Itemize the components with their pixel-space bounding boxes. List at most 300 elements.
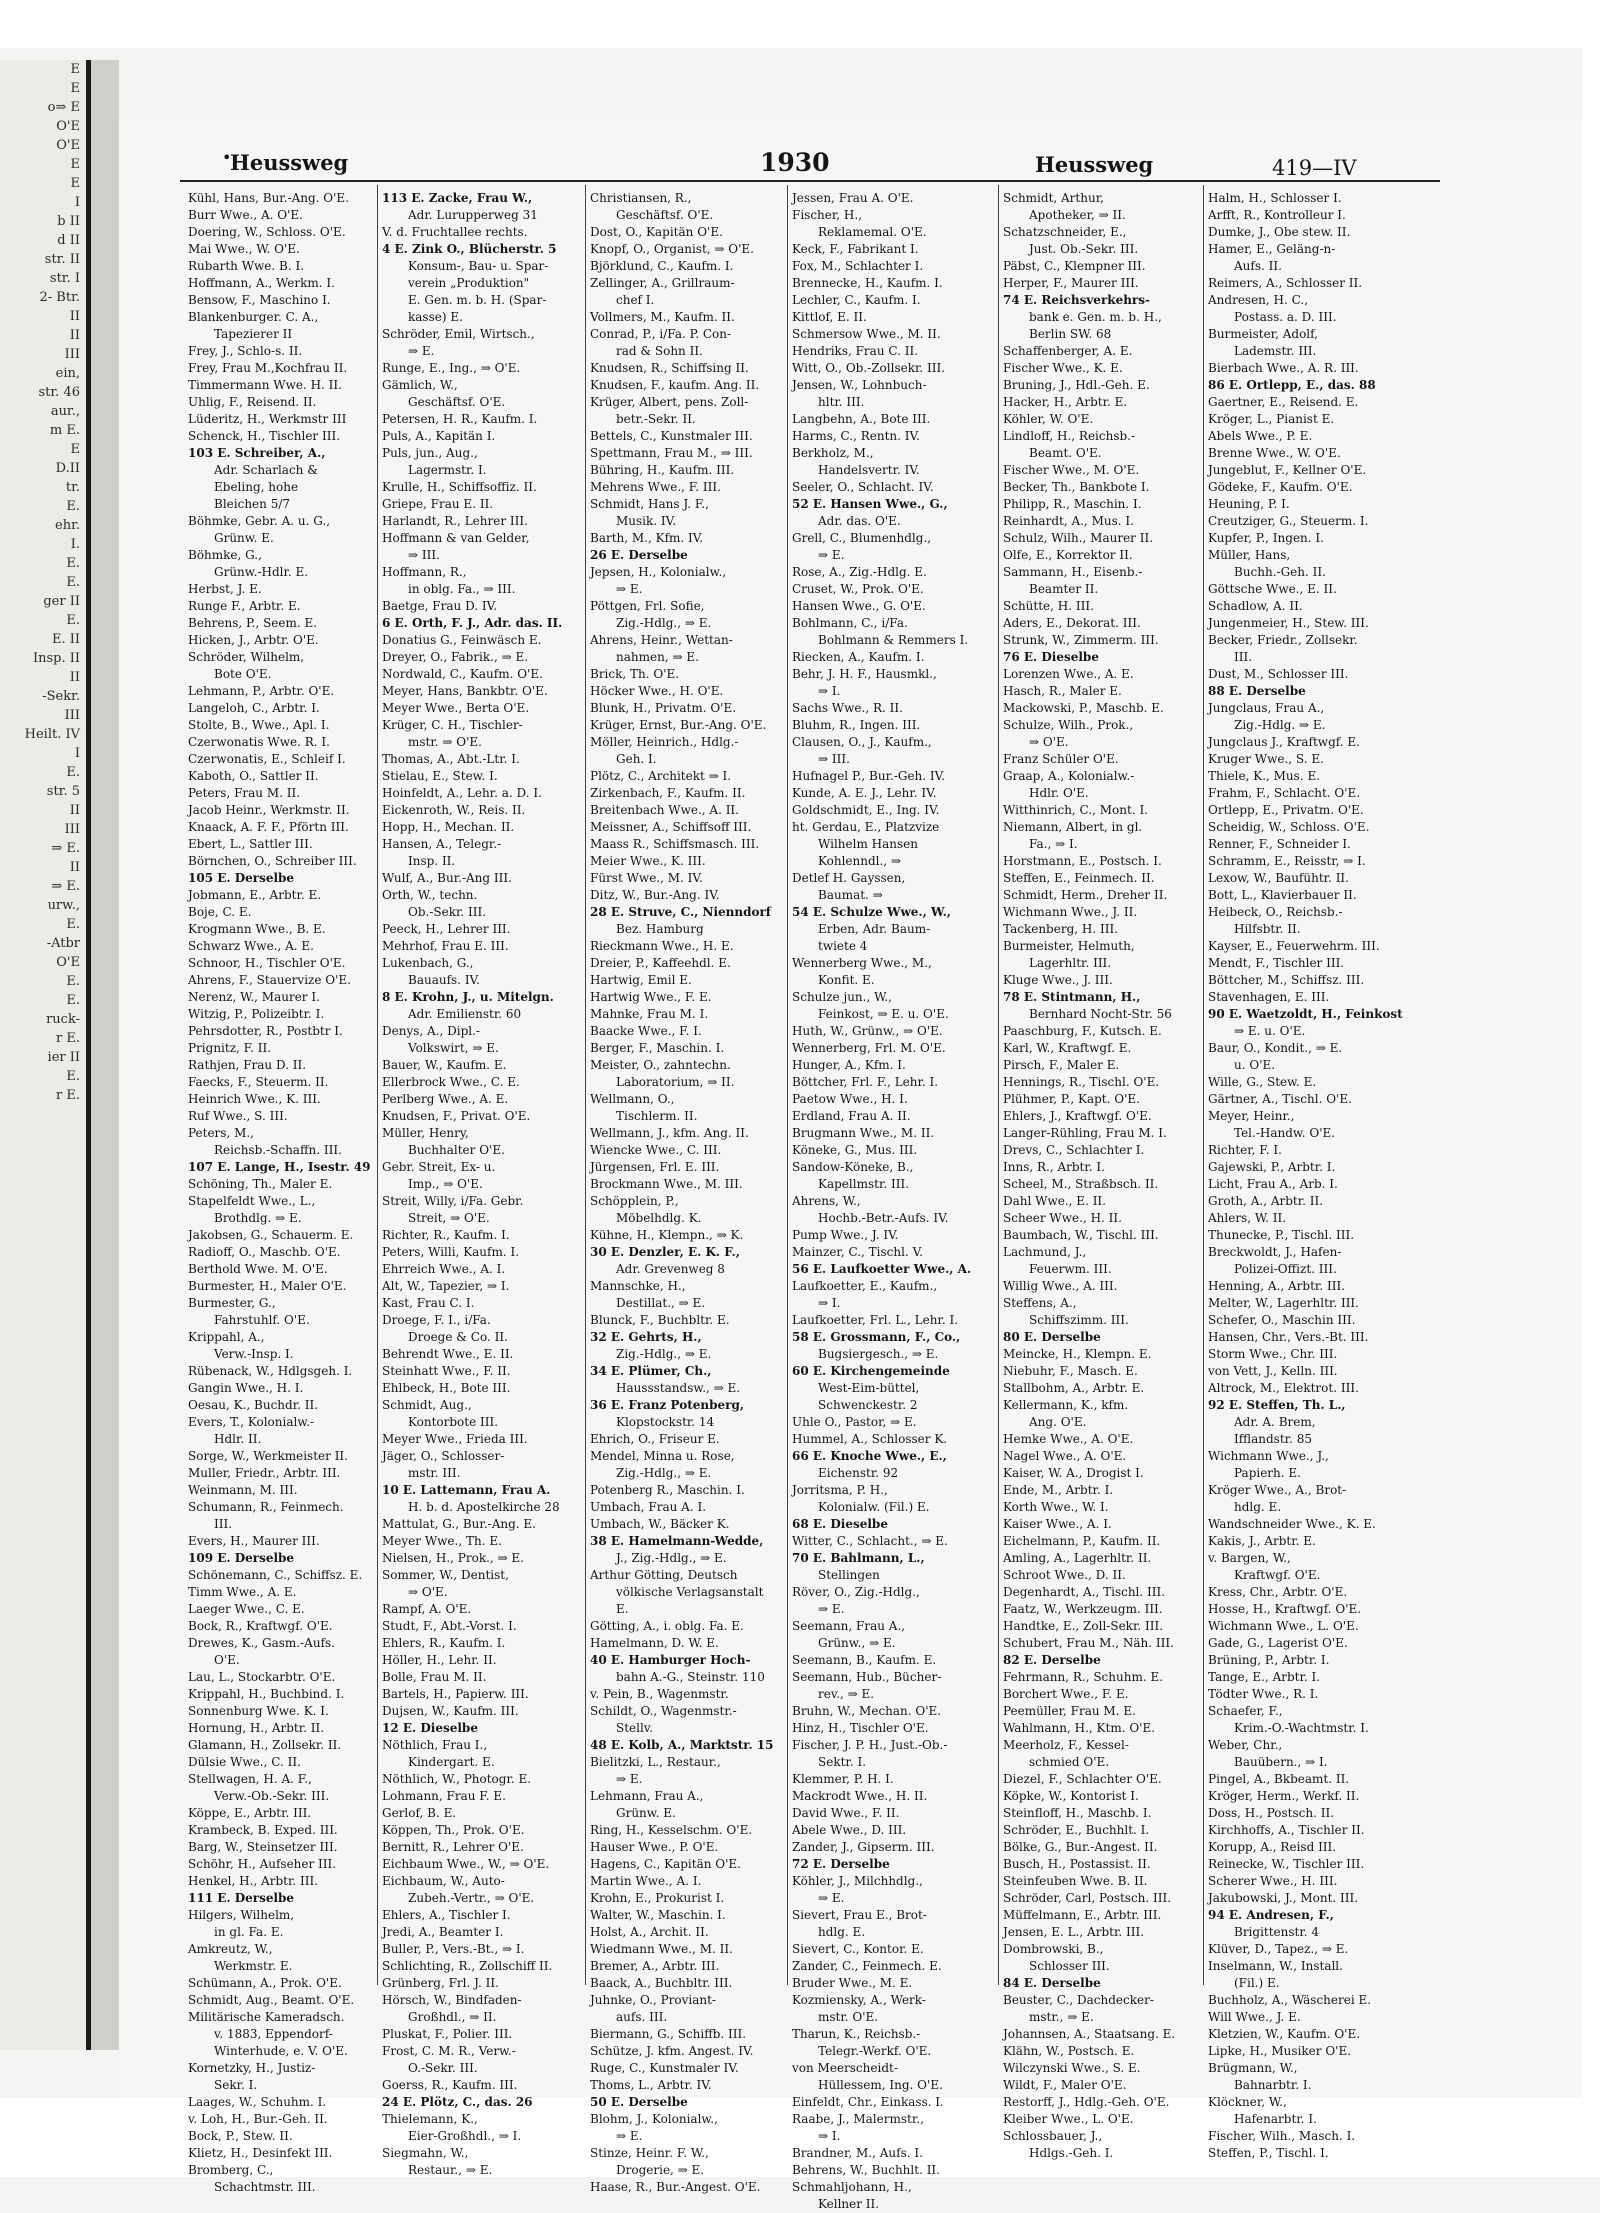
resident-entry: Schroot Wwe., D. II. bbox=[1003, 1568, 1126, 1582]
resident-entry: Hartwig, Emil E. bbox=[590, 973, 692, 987]
resident-entry: Witt, O., Ob.-Zollsekr. III. bbox=[792, 361, 946, 375]
resident-entry: Ehrreich Wwe., A. I. bbox=[382, 1262, 506, 1276]
resident-entry: Herper, F., Maurer III. bbox=[1003, 276, 1139, 290]
resident-entry: Stellingen bbox=[818, 1568, 880, 1582]
resident-entry: Knudsen, F., kaufm. Ang. II. bbox=[590, 378, 760, 392]
resident-entry: Ende, M., Arbtr. I. bbox=[1003, 1483, 1114, 1497]
resident-entry: Klüver, D., Tapez., ⇒ E. bbox=[1208, 1942, 1349, 1956]
resident-entry: Ditz, W., Bur.-Ang. IV. bbox=[590, 888, 720, 902]
resident-entry: Dahl Wwe., E. II. bbox=[1003, 1194, 1106, 1208]
resident-entry: Studt, F., Abt.-Vorst. I. bbox=[382, 1619, 517, 1633]
resident-entry: Runge, E., Ing., ⇒ O'E. bbox=[382, 361, 521, 375]
prev-page-fragment: E. bbox=[66, 993, 80, 1008]
resident-entry: Herbst, J. E. bbox=[188, 582, 262, 596]
prev-page-fragment: tr. bbox=[65, 480, 80, 495]
resident-entry: ht. Gerdau, E., Platzvize bbox=[792, 820, 940, 834]
resident-entry: Aufs. II. bbox=[1234, 259, 1282, 273]
resident-entry: Ebeling, hohe bbox=[214, 480, 299, 494]
resident-entry: ⇒ I. bbox=[818, 1296, 841, 1310]
resident-entry: Wellmann, J., kfm. Ang. II. bbox=[590, 1126, 749, 1140]
resident-entry: Kletzien, W., Kaufm. O'E. bbox=[1208, 2027, 1361, 2041]
resident-entry: Boje, C. E. bbox=[188, 905, 252, 919]
house-number-entry: 8 E. Krohn, J., u. Mitelgn. bbox=[382, 990, 554, 1004]
resident-entry: Zander, C., Feinmech. E. bbox=[792, 1959, 942, 1973]
resident-entry: Zig.-Hdlg., ⇒ E. bbox=[616, 1466, 712, 1480]
prev-page-fragment: d II bbox=[57, 233, 80, 248]
prev-page-fragment: O'E bbox=[56, 955, 80, 970]
resident-entry: Huth, W., Grünw., ⇒ O'E. bbox=[792, 1024, 943, 1038]
resident-entry: Dujsen, W., Kaufm. III. bbox=[382, 1704, 519, 1718]
resident-entry: Schenck, H., Tischler III. bbox=[188, 429, 341, 443]
resident-entry: Konsum-, Bau- u. Spar- bbox=[408, 259, 549, 273]
resident-entry: Meincke, H., Klempn. E. bbox=[1003, 1347, 1152, 1361]
resident-entry: Arfft, R., Kontrolleur I. bbox=[1208, 208, 1346, 222]
prev-page-fragment: E bbox=[70, 442, 80, 457]
prev-page-fragment: r E. bbox=[56, 1088, 80, 1103]
resident-entry: Paaschburg, F., Kutsch. E. bbox=[1003, 1024, 1162, 1038]
prev-page-fragment: ⇒ E. bbox=[51, 879, 80, 894]
resident-entry: Hdlr. II. bbox=[214, 1432, 262, 1446]
resident-entry: Goerss, R., Kaufm. III. bbox=[382, 2078, 518, 2092]
resident-entry: Restaur., ⇒ E. bbox=[408, 2163, 493, 2177]
resident-entry: Kolonialw. (Fil.) E. bbox=[818, 1500, 930, 1514]
resident-entry: Klietz, H., Desinfekt III. bbox=[188, 2146, 333, 2160]
resident-entry: Nöthlich, W., Photogr. E. bbox=[382, 1772, 532, 1786]
resident-entry: Gärtner, A., Tischl. O'E. bbox=[1208, 1092, 1352, 1106]
resident-entry: Ring, H., Kesselschm. O'E. bbox=[590, 1823, 753, 1837]
resident-entry: Droege, F. I., i/Fa. bbox=[382, 1313, 491, 1327]
resident-entry: Schramm, E., Reisstr, ⇒ I. bbox=[1208, 854, 1366, 868]
resident-entry: III. bbox=[1234, 650, 1253, 664]
resident-entry: Schulze jun., W., bbox=[792, 990, 892, 1004]
resident-entry: Meissner, A., Schiffsoff III. bbox=[590, 820, 752, 834]
resident-entry: Steffen, E., Feinmech. II. bbox=[1003, 871, 1155, 885]
resident-entry: Rose, A., Zig.-Hdlg. E. bbox=[792, 565, 927, 579]
resident-entry: Meyer Wwe., Frieda III. bbox=[382, 1432, 528, 1446]
resident-entry: Haussstandsw., ⇒ E. bbox=[616, 1381, 741, 1395]
resident-entry: Kornetzky, H., Justiz- bbox=[188, 2061, 316, 2075]
resident-entry: Blunk, H., Privatm. O'E. bbox=[590, 701, 737, 715]
house-number-entry: 84 E. Derselbe bbox=[1003, 1976, 1101, 1990]
resident-entry: Kellner II. bbox=[818, 2197, 880, 2211]
house-number-entry: 88 E. Derselbe bbox=[1208, 684, 1306, 698]
resident-entry: Schwarz Wwe., A. E. bbox=[188, 939, 314, 953]
resident-entry: Klöckner, W., bbox=[1208, 2095, 1287, 2109]
resident-entry: Henning, A., Arbtr. III. bbox=[1208, 1279, 1345, 1293]
prev-page-fragment: E. bbox=[66, 917, 80, 932]
house-number-entry: 78 E. Stintmann, H., bbox=[1003, 990, 1141, 1004]
resident-entry: Schmidt, Herm., Dreher II. bbox=[1003, 888, 1168, 902]
resident-entry: Bolle, Frau M. II. bbox=[382, 1670, 487, 1684]
resident-entry: Kellermann, K., kfm. bbox=[1003, 1398, 1129, 1412]
resident-entry: Böhmke, G., bbox=[188, 548, 262, 562]
resident-entry: Knaack, A. F. F., Pförtn III. bbox=[188, 820, 349, 834]
resident-entry: Borchert Wwe., F. E. bbox=[1003, 1687, 1129, 1701]
resident-entry: Handtke, E., Zoll-Sekr. III. bbox=[1003, 1619, 1164, 1633]
resident-entry: Lechler, C., Kaufm. I. bbox=[792, 293, 921, 307]
prev-page-fragment: ehr. bbox=[55, 518, 80, 533]
prev-page-fragment: ier II bbox=[47, 1050, 80, 1065]
resident-entry: Ehlers, J., Kraftwgf. O'E. bbox=[1003, 1109, 1152, 1123]
resident-entry: Sandow-Köneke, B., bbox=[792, 1160, 914, 1174]
header-rule bbox=[180, 180, 1440, 182]
resident-entry: Inselmann, W., Install. bbox=[1208, 1959, 1343, 1973]
resident-entry: Brennecke, H., Kaufm. I. bbox=[792, 276, 943, 290]
resident-entry: Wilhelm Hansen bbox=[818, 837, 918, 851]
resident-entry: Bohlmann & Remmers I. bbox=[818, 633, 969, 647]
resident-entry: Ang. O'E. bbox=[1029, 1415, 1087, 1429]
resident-entry: Hacker, H., Arbtr. E. bbox=[1003, 395, 1128, 409]
resident-entry: Eickenroth, W., Reis. II. bbox=[382, 803, 526, 817]
resident-entry: Hosse, H., Kraftwgf. O'E. bbox=[1208, 1602, 1362, 1616]
resident-entry: Burmeister, Helmuth, bbox=[1003, 939, 1135, 953]
resident-entry: Laufkoetter, Frl. L., Lehr. I. bbox=[792, 1313, 959, 1327]
resident-entry: Mackowski, P., Maschb. E. bbox=[1003, 701, 1164, 715]
resident-entry: Wennerberg, Frl. M. O'E. bbox=[792, 1041, 946, 1055]
resident-entry: Schulz, Wilh., Maurer II. bbox=[1003, 531, 1154, 545]
resident-entry: Evers, H., Maurer III. bbox=[188, 1534, 320, 1548]
resident-entry: mstr., ⇒ E. bbox=[1029, 2010, 1094, 2024]
resident-entry: Brandner, M., Aufs. I. bbox=[792, 2146, 923, 2160]
resident-entry: Jensen, W., Lohnbuch- bbox=[792, 378, 927, 392]
resident-entry: Telegr.-Werkf. O'E. bbox=[818, 2044, 932, 2058]
resident-entry: Krulle, H., Schiffsoffiz. II. bbox=[382, 480, 537, 494]
prev-page-fragment: II bbox=[69, 309, 80, 324]
resident-entry: Runge F., Arbtr. E. bbox=[188, 599, 301, 613]
resident-entry: Drevs, C., Schlachter I. bbox=[1003, 1143, 1145, 1157]
resident-entry: Hilgers, Wilhelm, bbox=[188, 1908, 295, 1922]
resident-entry: Baumat. ⇒ bbox=[818, 888, 883, 902]
resident-entry: Fischer, J. P. H., Just.-Ob.- bbox=[792, 1738, 948, 1752]
resident-entry: Brügmann, W., bbox=[1208, 2061, 1298, 2075]
resident-entry: Schmidt, Aug., bbox=[382, 1398, 472, 1412]
resident-entry: Hansen Wwe., G. O'E. bbox=[792, 599, 926, 613]
resident-entry: Grünberg, Frl. J. II. bbox=[382, 1976, 499, 1990]
resident-entry: Tischlerm. II. bbox=[616, 1109, 698, 1123]
resident-entry: Gerlof, B. E. bbox=[382, 1806, 457, 1820]
resident-entry: Bierbach Wwe., A. R. III. bbox=[1208, 361, 1359, 375]
resident-entry: Griepe, Frau E. II. bbox=[382, 497, 494, 511]
resident-entry: Tackenberg, H. III. bbox=[1003, 922, 1119, 936]
resident-entry: Raabe, J., Malermstr., bbox=[792, 2112, 924, 2126]
resident-entry: Mai Wwe., W. O'E. bbox=[188, 242, 300, 256]
resident-entry: Björklund, C., Kaufm. I. bbox=[590, 259, 734, 273]
resident-entry: Breckwoldt, J., Hafen- bbox=[1208, 1245, 1342, 1259]
resident-entry: Groth, A., Arbtr. II. bbox=[1208, 1194, 1324, 1208]
resident-entry: Kraftwgf. O'E. bbox=[1234, 1568, 1321, 1582]
resident-entry: Bruhn, W., Mechan. O'E. bbox=[792, 1704, 942, 1718]
resident-entry: Streit, Willy, i/Fa. Gebr. bbox=[382, 1194, 524, 1208]
resident-entry: Müffelmann, E., Arbtr. III. bbox=[1003, 1908, 1162, 1922]
scan-margin-top bbox=[0, 0, 1600, 48]
resident-entry: Doss, H., Postsch. II. bbox=[1208, 1806, 1335, 1820]
resident-entry: Clausen, O., J., Kaufm., bbox=[792, 735, 932, 749]
resident-entry: Päbst, C., Klempner III. bbox=[1003, 259, 1146, 273]
resident-entry: Klopstockstr. 14 bbox=[616, 1415, 715, 1429]
resident-entry: Klähn, W., Postsch. E. bbox=[1003, 2044, 1135, 2058]
resident-entry: Tange, E., Arbtr. I. bbox=[1208, 1670, 1321, 1684]
resident-entry: Musik. IV. bbox=[616, 514, 677, 528]
resident-entry: Sammann, H., Eisenb.- bbox=[1003, 565, 1143, 579]
resident-entry: Biermann, G., Schiffb. III. bbox=[590, 2027, 747, 2041]
resident-entry: Schröder, Emil, Wirtsch., bbox=[382, 327, 535, 341]
page-number: 419—IV bbox=[1272, 156, 1357, 180]
resident-entry: Hörsch, W., Bindfaden- bbox=[382, 1993, 522, 2007]
prev-page-fragment: II bbox=[69, 803, 80, 818]
resident-entry: Röver, O., Zig.-Hdlg., bbox=[792, 1585, 920, 1599]
resident-entry: Schöpplein, P., bbox=[590, 1194, 679, 1208]
resident-entry: Reimers, A., Schlosser II. bbox=[1208, 276, 1363, 290]
resident-entry: Wahlmann, H., Ktm. O'E. bbox=[1003, 1721, 1156, 1735]
resident-entry: Knudsen, R., Schiffsing II. bbox=[590, 361, 749, 375]
column-separator bbox=[1203, 185, 1204, 1985]
resident-entry: Hdlgs.-Geh. I. bbox=[1029, 2146, 1114, 2160]
resident-entry: Schlichting, R., Zollschiff II. bbox=[382, 1959, 553, 1973]
resident-entry: Müller, Henry, bbox=[382, 1126, 469, 1140]
house-number-entry: 12 E. Dieselbe bbox=[382, 1721, 478, 1735]
prev-page-fragment: b II bbox=[57, 214, 80, 229]
resident-entry: Mannschke, H., bbox=[590, 1279, 686, 1293]
resident-entry: Feuerwm. III. bbox=[1029, 1262, 1112, 1276]
resident-entry: Juhnke, O., Proviant- bbox=[590, 1993, 716, 2007]
resident-entry: ⇒ E. bbox=[616, 582, 643, 596]
resident-entry: Böttcher, M., Schiffsz. III. bbox=[1208, 973, 1365, 987]
resident-entry: twiete 4 bbox=[818, 939, 868, 953]
resident-entry: Bernitt, R., Lehrer O'E. bbox=[382, 1840, 524, 1854]
resident-entry: Schöhr, H., Aufseher III. bbox=[188, 1857, 337, 1871]
resident-entry: Rathjen, Frau D. II. bbox=[188, 1058, 307, 1072]
resident-entry: Krüger, Ernst, Bur.-Ang. O'E. bbox=[590, 718, 767, 732]
resident-entry: Frey, J., Schlo-s. II. bbox=[188, 344, 303, 358]
resident-entry: Perlberg Wwe., A. E. bbox=[382, 1092, 509, 1106]
resident-entry: Witzig, P., Polizeibtr. I. bbox=[188, 1007, 325, 1021]
resident-entry: Schlosser III. bbox=[1029, 1959, 1110, 1973]
resident-entry: Lehmann, Frau A., bbox=[590, 1789, 704, 1803]
resident-entry: Stellwagen, H. A. F., bbox=[188, 1772, 312, 1786]
resident-entry: Becker, Th., Bankbote I. bbox=[1003, 480, 1150, 494]
resident-entry: West-Eim-büttel, bbox=[818, 1381, 920, 1395]
resident-entry: Weber, Chr., bbox=[1208, 1738, 1283, 1752]
resident-entry: Nöthlich, Frau I., bbox=[382, 1738, 488, 1752]
house-number-entry: 82 E. Derselbe bbox=[1003, 1653, 1101, 1667]
resident-entry: Henkel, H., Arbtr. III. bbox=[188, 1874, 319, 1888]
prev-page-fragment: m E. bbox=[49, 423, 80, 438]
resident-entry: (Fil.) E. bbox=[1234, 1976, 1280, 1990]
resident-entry: Bernhard Nocht-Str. 56 bbox=[1029, 1007, 1172, 1021]
house-number-entry: 76 E. Dieselbe bbox=[1003, 650, 1099, 664]
resident-entry: Tharun, K., Reichsb.- bbox=[792, 2027, 921, 2041]
resident-entry: Bugsiergesch., ⇒ E. bbox=[818, 1347, 939, 1361]
resident-entry: H. b. d. Apostelkirche 28 bbox=[408, 1500, 560, 1514]
resident-entry: Stapelfeldt Wwe., L., bbox=[188, 1194, 316, 1208]
resident-entry: Mackrodt Wwe., H. II. bbox=[792, 1789, 928, 1803]
resident-entry: Beamter II. bbox=[1029, 582, 1099, 596]
resident-entry: Schmidt, Arthur, bbox=[1003, 191, 1104, 205]
resident-entry: Bremer, A., Arbtr. III. bbox=[590, 1959, 720, 1973]
resident-entry: Möller, Heinrich., Hdlg.- bbox=[590, 735, 739, 749]
prev-page-fragment: I bbox=[74, 195, 80, 210]
resident-entry: Verw.-Ob.-Sekr. III. bbox=[214, 1789, 330, 1803]
resident-entry: Abele Wwe., D. III. bbox=[792, 1823, 907, 1837]
resident-entry: Burmeister, Adolf, bbox=[1208, 327, 1318, 341]
resident-entry: Feinkost, ⇒ E. u. O'E. bbox=[818, 1007, 949, 1021]
resident-entry: Baur, O., Kondit., ⇒ E. bbox=[1208, 1041, 1343, 1055]
resident-entry: Paetow Wwe., H. I. bbox=[792, 1092, 908, 1106]
book-gutter bbox=[91, 60, 119, 2050]
resident-entry: Potenberg R., Maschin. I. bbox=[590, 1483, 745, 1497]
resident-entry: Amkreutz, W., bbox=[188, 1942, 273, 1956]
resident-entry: Bettels, C., Kunstmaler III. bbox=[590, 429, 753, 443]
resident-entry: u. O'E. bbox=[1234, 1058, 1276, 1072]
prev-page-fragment: E bbox=[70, 81, 80, 96]
resident-entry: Seemann, Frau A., bbox=[792, 1619, 906, 1633]
resident-entry: Will Wwe., J. E. bbox=[1208, 2010, 1301, 2024]
resident-entry: Lexow, W., Baufühtr. II. bbox=[1208, 871, 1349, 885]
resident-entry: v. Loh, H., Bur.-Geh. II. bbox=[188, 2112, 328, 2126]
resident-entry: Köppe, E., Arbtr. III. bbox=[188, 1806, 312, 1820]
resident-entry: Adr. Scharlach & bbox=[214, 463, 318, 477]
resident-entry: Hoffmann & van Gelder, bbox=[382, 531, 530, 545]
resident-entry: Geh. I. bbox=[616, 752, 657, 766]
resident-entry: Christiansen, R., bbox=[590, 191, 692, 205]
resident-entry: Lagermstr. I. bbox=[408, 463, 487, 477]
prev-page-fragment: Insp. II bbox=[32, 651, 80, 666]
resident-entry: Knudsen, F., Privat. O'E. bbox=[382, 1109, 531, 1123]
resident-entry: Hilfsbtr. II. bbox=[1234, 922, 1301, 936]
resident-entry: Fehrmann, R., Schuhm. E. bbox=[1003, 1670, 1164, 1684]
resident-entry: Seeler, O., Schlacht. IV. bbox=[792, 480, 934, 494]
house-number-entry: 48 E. Kolb, A., Marktstr. 15 bbox=[590, 1738, 774, 1752]
resident-entry: Kirchhoffs, A., Tischler II. bbox=[1208, 1823, 1365, 1837]
prev-page-fragment: E. bbox=[66, 1069, 80, 1084]
resident-entry: Destillat., ⇒ E. bbox=[616, 1296, 706, 1310]
resident-entry: Kaiser, W. A., Drogist I. bbox=[1003, 1466, 1144, 1480]
resident-entry: Prignitz, F. II. bbox=[188, 1041, 272, 1055]
resident-entry: Puls, jun., Aug., bbox=[382, 446, 478, 460]
resident-entry: Umbach, Frau A. I. bbox=[590, 1500, 707, 1514]
directory-column-3 bbox=[590, 190, 786, 2194]
resident-entry: Krippahl, A., bbox=[188, 1330, 265, 1344]
resident-entry: Schlossbauer, J., bbox=[1003, 2129, 1103, 2143]
resident-entry: Creutziger, G., Steuerm. I. bbox=[1208, 514, 1369, 528]
resident-entry: Einfeldt, Chr., Einkass. I. bbox=[792, 2095, 944, 2109]
resident-entry: Börnchen, O., Schreiber III. bbox=[188, 854, 357, 868]
resident-entry: Jungeblut, F., Kellner O'E. bbox=[1208, 463, 1367, 477]
resident-entry: Hamer, E., Geläng-n- bbox=[1208, 242, 1336, 256]
resident-entry: Plühmer, P., Kapt. O'E. bbox=[1003, 1092, 1140, 1106]
resident-entry: Bahnarbtr. I. bbox=[1234, 2078, 1312, 2092]
resident-entry: Sonnenburg Wwe. K. I. bbox=[188, 1704, 329, 1718]
resident-entry: Gaertner, E., Reisend. E. bbox=[1208, 395, 1359, 409]
resident-entry: Behr, J. H. F., Hausmkl., bbox=[792, 667, 937, 681]
resident-entry: Pirsch, F., Maler E. bbox=[1003, 1058, 1120, 1072]
resident-entry: Haase, R., Bur.-Angest. O'E. bbox=[590, 2180, 761, 2194]
prev-page-fragment: 2- Btr. bbox=[39, 290, 80, 305]
resident-entry: Bruder Wwe., M. E. bbox=[792, 1976, 913, 1990]
resident-entry: Goldschmidt, E., Ing. IV. bbox=[792, 803, 940, 817]
resident-entry: O'E. bbox=[214, 1653, 240, 1667]
resident-entry: Strunk, W., Zimmerm. III. bbox=[1003, 633, 1159, 647]
prev-page-fragment: ger II bbox=[43, 594, 80, 609]
resident-entry: Gade, G., Lagerist O'E. bbox=[1208, 1636, 1348, 1650]
resident-entry: Detlef H. Gayssen, bbox=[792, 871, 906, 885]
resident-entry: von Meerscheidt- bbox=[792, 2061, 898, 2075]
resident-entry: Vollmers, M., Kaufm. II. bbox=[590, 310, 735, 324]
resident-entry: Stellv. bbox=[616, 1721, 653, 1735]
resident-entry: Dombrowski, B., bbox=[1003, 1942, 1104, 1956]
resident-entry: Gebr. Streit, Ex- u. bbox=[382, 1160, 496, 1174]
resident-entry: Ehlers, A., Tischler I. bbox=[382, 1908, 511, 1922]
resident-entry: Abels Wwe., P. E. bbox=[1208, 429, 1313, 443]
resident-entry: ⇒ O'E. bbox=[1029, 735, 1069, 749]
resident-entry: Schulze, Wilh., Prok., bbox=[1003, 718, 1134, 732]
resident-entry: Kröger Wwe., A., Brot- bbox=[1208, 1483, 1347, 1497]
resident-entry: Fischer Wwe., K. E. bbox=[1003, 361, 1123, 375]
house-number-entry: 52 E. Hansen Wwe., G., bbox=[792, 497, 948, 511]
resident-entry: ⇒ E. u. O'E. bbox=[1234, 1024, 1306, 1038]
resident-entry: Erdland, Frau A. II. bbox=[792, 1109, 911, 1123]
resident-entry: in gl. Fa. E. bbox=[214, 1925, 284, 1939]
resident-entry: Korupp, A., Reisd III. bbox=[1208, 1840, 1337, 1854]
resident-entry: Eichenstr. 92 bbox=[818, 1466, 899, 1480]
resident-entry: Steffen, P., Tischl. I. bbox=[1208, 2146, 1329, 2160]
resident-entry: v. Bargen, W., bbox=[1208, 1551, 1291, 1565]
resident-entry: Spettmann, Frau M., ⇒ III. bbox=[590, 446, 753, 460]
resident-entry: Hdlr. O'E. bbox=[1029, 786, 1089, 800]
resident-entry: Siegmahn, W., bbox=[382, 2146, 469, 2160]
resident-entry: Steinfloff, H., Maschb. I. bbox=[1003, 1806, 1152, 1820]
resident-entry: Kluge Wwe., J. III. bbox=[1003, 973, 1113, 987]
resident-entry: Inns, R., Arbtr. I. bbox=[1003, 1160, 1105, 1174]
resident-entry: v. 1883, Eppendorf- bbox=[214, 2027, 333, 2041]
resident-entry: Brothdlg. ⇒ E. bbox=[214, 1211, 302, 1225]
resident-entry: Schröder, Wilhelm, bbox=[188, 650, 305, 664]
resident-entry: Barth, M., Kfm. IV. bbox=[590, 531, 704, 545]
resident-entry: Altrock, M., Elektrot. III. bbox=[1208, 1381, 1359, 1395]
house-number-entry: 94 E. Andresen, F., bbox=[1208, 1908, 1334, 1922]
resident-entry: Arthur Götting, Deutsch bbox=[590, 1568, 738, 1582]
house-number-entry: 38 E. Hamelmann-Wedde, bbox=[590, 1534, 764, 1548]
resident-entry: Peters, Willi, Kaufm. I. bbox=[382, 1245, 520, 1259]
resident-entry: Drogerie, ⇒ E. bbox=[616, 2163, 705, 2177]
prev-page-fragment: I bbox=[74, 746, 80, 761]
resident-entry: Sievert, Frau E., Brot- bbox=[792, 1908, 927, 1922]
resident-entry: Czerwonatis, E., Schleif I. bbox=[188, 752, 346, 766]
resident-entry: Adr. Emilienstr. 60 bbox=[408, 1007, 522, 1021]
resident-entry: ⇒ E. bbox=[616, 2129, 643, 2143]
resident-entry: Langer-Rühling, Frau M. I. bbox=[1003, 1126, 1167, 1140]
resident-entry: Berthold Wwe. M. O'E. bbox=[188, 1262, 328, 1276]
resident-entry: Stinze, Heinr. F. W., bbox=[590, 2146, 709, 2160]
resident-entry: Jungclaus, Frau A., bbox=[1208, 701, 1325, 715]
prev-page-fragment: E bbox=[70, 62, 80, 77]
resident-entry: O.-Sekr. III. bbox=[408, 2061, 478, 2075]
resident-entry: Eichbaum, W., Auto- bbox=[382, 1874, 505, 1888]
resident-entry: Licht, Frau A., Arb. I. bbox=[1208, 1177, 1338, 1191]
resident-entry: Eichbaum Wwe., W., ⇒ O'E. bbox=[382, 1857, 550, 1871]
prev-page-fragment: E. bbox=[66, 613, 80, 628]
resident-entry: Brockmann Wwe., M. III. bbox=[590, 1177, 743, 1191]
prev-page-fragment: II bbox=[69, 860, 80, 875]
resident-entry: schmied O'E. bbox=[1029, 1755, 1110, 1769]
resident-entry: Fischer, H., bbox=[792, 208, 863, 222]
resident-entry: Hunger, A., Kfm. I. bbox=[792, 1058, 906, 1072]
prev-page-fragment: -Sekr. bbox=[42, 689, 80, 704]
resident-entry: Peemüller, Frau M. E. bbox=[1003, 1704, 1136, 1718]
resident-entry: Dülsie Wwe., C. II. bbox=[188, 1755, 301, 1769]
resident-entry: Wille, G., Stew. E. bbox=[1208, 1075, 1317, 1089]
resident-entry: Bauer, W., Kaufm. E. bbox=[382, 1058, 507, 1072]
